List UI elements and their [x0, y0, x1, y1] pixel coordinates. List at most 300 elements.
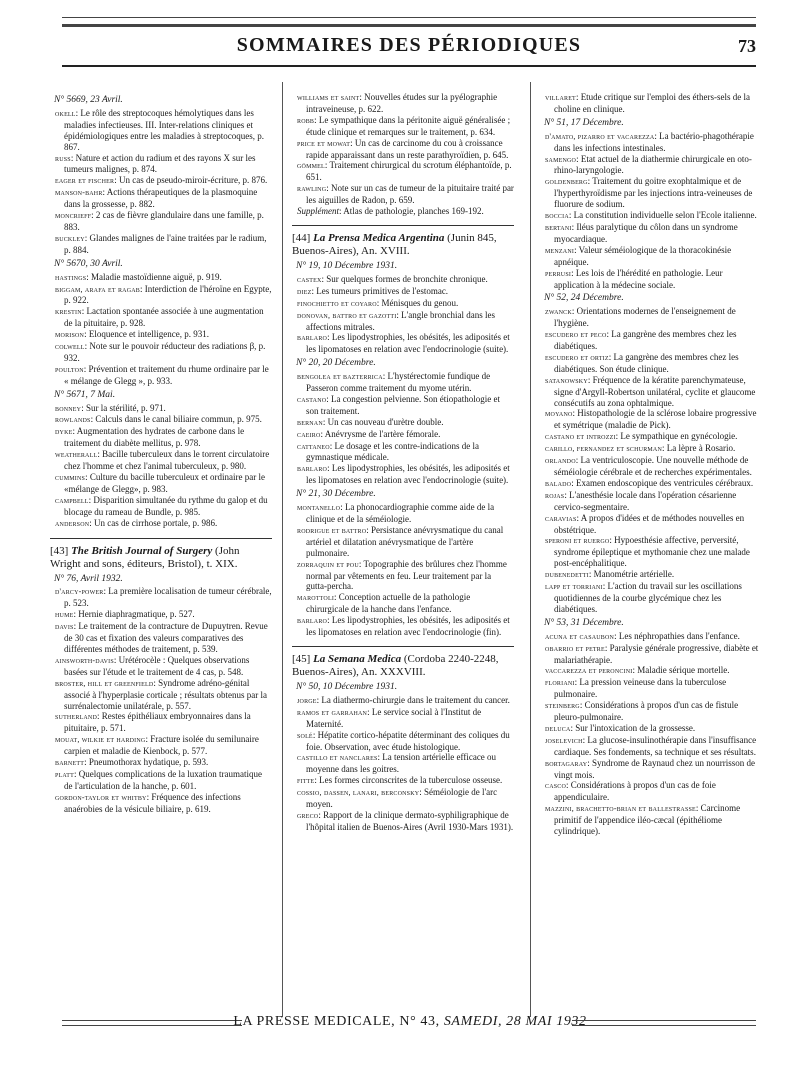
article-title: : Traitement chirurgical du scrotum éléphantoïde, p. 651. [306, 160, 512, 183]
issue-heading: N° 50, 10 Décembre 1931. [296, 681, 398, 692]
article-entry [50, 272, 272, 284]
article-entry [540, 513, 762, 536]
article-author: escudero et ortiz [545, 352, 609, 362]
issue-heading: N° 51, 17 Décembre. [544, 117, 624, 128]
article-author: biggam, arafa et ragab [55, 284, 140, 294]
article-title: : Topographie des brûlures chez l'homme normal par vêtements en feu. Leur traitement par la gutta-percha. [306, 558, 507, 592]
article-author: escudero et peco [545, 330, 607, 340]
article-author: weatherall [55, 450, 98, 460]
article-entry [50, 284, 272, 307]
journal-heading [292, 232, 514, 258]
article-entry [540, 700, 762, 723]
article-author: caravias [545, 513, 577, 523]
article-title: : Glandes malignes de l'aine traitées par le radium, p. 884. [64, 232, 267, 255]
article-author: moyano [545, 409, 573, 419]
article-author: barlaro [297, 333, 328, 343]
article-title: : Les tumeurs primitives de l'estomac. [311, 285, 449, 296]
article-author: platt [55, 769, 74, 779]
article-entry [292, 502, 514, 525]
article-author: satanowsky [545, 375, 588, 385]
article-entry [292, 298, 514, 310]
article-author: joselevich [545, 735, 583, 745]
article-entry [540, 408, 762, 431]
article-title: : Calculs dans le canal biliaire commun, p. 975. [90, 414, 262, 425]
article-author: balado [545, 478, 572, 488]
article-title: : Ménisques du genou. [376, 297, 459, 308]
article-entry [292, 592, 514, 615]
article-entry [540, 222, 762, 245]
article-author: castano et introzzi [545, 432, 616, 442]
article-author: d'amato, pizarro et vacarezza [545, 131, 655, 141]
article-title: : Anévrysme de l'artère fémorale. [320, 428, 441, 439]
article-title: : Rapport de la clinique dermato-syphiligraphique de l'hôpital italien de Buenos-Aires (Avril 1930-Mars 1931). [306, 809, 514, 832]
article-author: marottoli [297, 593, 335, 603]
article-title: : Bacille tuberculeux dans le torrent circulatoire chez l'homme et chez l'animal tuberculeux, p. 980. [64, 449, 270, 472]
article-entry [540, 92, 762, 115]
article-author: buckley [55, 233, 85, 243]
article-author: villaret [545, 93, 576, 102]
article-author: hastings [55, 272, 87, 282]
article-author: campbell [55, 495, 89, 505]
article-author: rodrigue et battro [297, 525, 367, 535]
article-title: : Hypoesthésie affective, perversité, syndrome épileptique et mythomanie chez une malade post-encéphalitique. [554, 535, 750, 569]
article-title: : La gangrène des membres chez les diabétiques. Son étude clinique. [554, 351, 739, 374]
article-author: robb [297, 115, 315, 125]
article-title: : La tension artérielle efficace ou moyenne dans les goitres. [306, 752, 497, 775]
article-author: dyke [55, 427, 73, 437]
article-author: gordon-taylor et whitby [55, 792, 147, 802]
article-entry [292, 160, 514, 183]
article-author: greco [297, 810, 319, 820]
article-entry [50, 108, 272, 153]
article-author: broster, hill et greenfield [55, 678, 154, 688]
article-title: : Nouvelles études sur la pyélographie intraveineuse, p. 622. [306, 92, 498, 114]
article-author: castex [297, 274, 322, 284]
article-entry [50, 711, 272, 734]
article-title: : L'hystérectomie fundique de Passeron comme traitement du myome utérin. [306, 371, 491, 394]
footer-number: N° 43, [399, 1014, 440, 1029]
article-author: sutherland [55, 712, 97, 722]
article-title: : Sur la stérilité, p. 971. [81, 402, 166, 413]
article-author: fitte [297, 776, 315, 786]
article-author: manson-bahr [55, 188, 103, 198]
article-entry [292, 810, 514, 833]
article-entry [540, 431, 762, 443]
article-title: : Valeur séméiologique de la thoracokinésie apnéique. [554, 244, 732, 267]
article-author: d'arcy-power [55, 587, 104, 597]
journal-separator [292, 225, 514, 226]
article-author: zwanck [545, 307, 572, 317]
article-author: bortagaray [545, 758, 588, 768]
article-title: : Actions thérapeutiques de la plasmoquine dans la grossesse, p. 882. [64, 187, 258, 210]
article-entry [50, 153, 272, 176]
header-rule [62, 65, 756, 67]
article-author: acuna et casaubon [545, 631, 615, 641]
article-entry [540, 375, 762, 409]
article-entry [292, 417, 514, 429]
article-title: : Fréquence des infections anaérobies de la vésicule biliaire, p. 619. [64, 791, 241, 814]
article-title: : L'action du travail sur les oscillations quotidiennes de la courbe glycémique chez les diabétiques. [554, 581, 742, 614]
article-title: : Examen endoscopique des ventricules cérébraux. [571, 477, 754, 488]
article-author: mouat, wilkie et harding [55, 735, 146, 745]
article-author: barlaro [297, 464, 328, 474]
article-title: : La première localisation de tumeur cérébrale, p. 523. [64, 586, 272, 609]
supplement-text: : Atlas de pathologie, planches 169-192. [339, 206, 484, 217]
article-title: : L'anesthésie locale dans l'opération césarienne cervico-segmentaire. [554, 489, 737, 512]
article-entry [50, 472, 272, 495]
article-title: : Iléus paralytique du côlon dans un syndrome myocardiaque. [554, 221, 738, 244]
article-title: : Etat actuel de la diathermie chirurgicale en oto-rhino-laryngologie. [554, 153, 752, 176]
supplement-label: Supplément [297, 206, 339, 217]
article-author: hume [55, 610, 74, 620]
issue-heading: N° 52, 24 Décembre. [544, 293, 624, 304]
article-title: : La constitution individuelle selon l'Ecole italienne. [568, 210, 757, 221]
article-title: : Les formes circonscrites de la tuberculose osseuse. [314, 775, 503, 786]
article-author: zorraquin et pou [297, 559, 359, 569]
article-title: : La congestion pelvienne. Son étiopathologie et son traitement. [306, 393, 500, 416]
article-entry [292, 310, 514, 333]
column-1 [50, 92, 272, 815]
article-entry [50, 655, 272, 678]
article-entry [540, 581, 762, 615]
article-title: : 2 cas de fièvre glandulaire dans une famille, p. 883. [64, 210, 264, 232]
article-entry [50, 210, 272, 233]
article-entry [540, 758, 762, 781]
article-entry [540, 780, 762, 803]
article-author: caeiro [297, 429, 321, 439]
article-entry [292, 707, 514, 730]
article-entry [50, 678, 272, 712]
journal-details: (Cordoba 2240-2248, Buenos-Aires), An. XXXVIII. [292, 652, 499, 678]
issue-heading: N° 20, 20 Décembre. [296, 358, 376, 369]
article-entry [292, 441, 514, 464]
article-title: : Les lipodystrophies, les obésités, les adiposités et les lipomatoses en relation avec l'endocrinologie (suite). [306, 332, 510, 355]
article-author: moncrieff [55, 211, 92, 221]
article-author: anderson [55, 518, 90, 528]
article-title: : Un cas de cirrhose portale, p. 986. [89, 517, 218, 528]
article-entry [292, 274, 514, 286]
article-author: eager et fischer [55, 176, 115, 186]
article-entry [292, 730, 514, 753]
article-author: floriani [545, 678, 575, 688]
article-author: bernan [297, 417, 323, 427]
article-title: : Le dosage et les contre-indications de la gymnastique médicale. [306, 440, 479, 463]
article-entry [50, 175, 272, 187]
article-title: : Augmentation des hydrates de carbone dans le traitement du diabète mellitus, p. 978. [64, 426, 245, 449]
article-title: : Les lipodystrophies, les obésités, les adiposités et les lipomatoses en relation avec l'endocrinologie (fin). [306, 615, 510, 638]
article-entry [540, 535, 762, 569]
article-title: : Un cas de pseudo-miroir-écriture, p. 876. [114, 175, 268, 186]
article-title: : La bactério-phagothérapie dans les infections intestinales. [554, 130, 754, 153]
article-author: jorge [297, 695, 317, 705]
article-entry [540, 490, 762, 513]
article-entry [292, 138, 514, 161]
article-title: : Maladie sérique mortelle. [632, 665, 730, 676]
journal-title: La Semana Medica [313, 652, 402, 665]
article-title: : Pneumothorax hydatique, p. 593. [84, 757, 209, 768]
article-author: perrusi [545, 268, 572, 278]
article-title: : Disparition simultanée du rythme du galop et du blocage du rameau de Bundle, p. 985. [64, 494, 268, 517]
article-author: russ [55, 153, 71, 163]
article-entry [50, 757, 272, 769]
article-entry [50, 364, 272, 387]
article-author: gömmel [297, 161, 325, 171]
article-entry [540, 154, 762, 177]
article-title: : Restes épithéliaux embryonnaires dans la pituitaire, p. 571. [64, 711, 251, 734]
article-entry [540, 735, 762, 758]
article-author: carillo, fernandez et schurman [545, 444, 663, 454]
issue-heading: N° 21, 30 Décembre. [296, 489, 376, 500]
article-entry [292, 371, 514, 394]
article-entry [292, 775, 514, 787]
article-entry [540, 631, 762, 643]
article-entry [50, 403, 272, 415]
article-entry [292, 752, 514, 775]
article-title: : Note sur un cas de tumeur de la pituitaire traité par les aiguilles de Radon, p. 659. [306, 183, 514, 206]
article-entry [540, 643, 762, 666]
article-entry [292, 525, 514, 559]
top-border-rule [62, 17, 756, 27]
article-title: : Le traitement de la contracture de Dupuytren. Revue de 30 cas et fixation des valeurs comparatives des différentes méthodes de traitement, p. 539. [64, 621, 268, 654]
article-entry [50, 495, 272, 518]
article-author: cattaneo [297, 441, 330, 451]
footer-journal: LA PRESSE MEDICALE, [233, 1014, 396, 1029]
article-author: casco [545, 781, 567, 791]
article-entry [50, 518, 272, 530]
issue-heading: N° 53, 31 Décembre. [544, 617, 624, 628]
article-title: : Les lois de l'hérédité en pathologie. Leur application à la médecine sociale. [554, 267, 723, 290]
article-title: : Le sympathique dans la péritonite aiguë généralisée ; étude clinique et remarques sur le traitement, p. 634. [306, 114, 511, 137]
article-entry [50, 621, 272, 655]
article-entry [540, 210, 762, 222]
article-author: samengo [545, 154, 577, 164]
article-title: : Conception actuelle de la pathologie chirurgicale de la hanche dans l'enfance. [306, 592, 471, 615]
issue-heading: N° 5671, 7 Mai. [54, 389, 116, 400]
article-entry [50, 586, 272, 609]
article-author: montanello [297, 503, 341, 513]
journal-details: (Junin 845, Buenos-Aires), An. XVIII. [292, 231, 497, 257]
article-title: : Interdiction de l'héroïne en Egypte, p. 922. [64, 283, 272, 306]
article-entry [540, 478, 762, 490]
article-entry [50, 341, 272, 364]
issue-heading: N° 5670, 30 Avril. [54, 258, 123, 269]
issue-heading: N° 5669, 23 Avril. [54, 95, 123, 105]
article-entry [540, 329, 762, 352]
journal-heading [50, 545, 272, 571]
article-author: obarrio et petre [545, 643, 605, 653]
article-title: : Les néphropathies dans l'enfance. [614, 630, 740, 641]
article-entry [540, 352, 762, 375]
article-author: williams et saint [297, 93, 360, 102]
article-entry [50, 329, 272, 341]
article-author: menzani [545, 245, 575, 255]
article-author: speroni et ruergo [545, 536, 610, 546]
article-title: : Lactation spontanée associée à une augmentation de la pituitaire, p. 928. [64, 306, 264, 329]
article-title: : Fracture isolée du semilunaire carpien et maladie de Kienbock, p. 577. [64, 734, 259, 757]
article-entry [50, 187, 272, 210]
article-author: castillo et nanclares [297, 753, 378, 763]
article-author: price et mowat [297, 138, 351, 148]
article-title: : Hépatite cortico-hépatite déterminant des coliques du foie. Observation, avec étude histologique. [306, 729, 510, 752]
article-title: : Persistance anévrysmatique du canal artériel et dilatation anévrysmatique de l'artère pulmonaire. [306, 524, 504, 558]
article-entry [50, 414, 272, 426]
article-title: : Traitement du goitre exophtalmique et de l'hyperthyroïdisme par les injections intra-veineuses de fluorure de sodium. [554, 176, 753, 210]
issue-heading: N° 76, Avril 1932. [54, 573, 123, 584]
footer-date: SAMEDI, 28 MAI 1932 [443, 1014, 587, 1029]
article-entry [292, 559, 514, 593]
article-entry [292, 394, 514, 417]
article-entry [540, 569, 762, 581]
article-title: : Syndrome adréno-génital associé à l'hyperplasie corticale ; résultats obtenus par la surrénalectomie unilatérale, p. 557. [64, 677, 268, 711]
journal-separator [50, 538, 272, 539]
article-author: rojas [545, 490, 565, 500]
article-entry [540, 455, 762, 478]
article-entry [540, 677, 762, 700]
article-title: : La lèpre à Rosario. [662, 443, 736, 454]
article-entry [292, 695, 514, 707]
article-author: donovan, battro et gazotti [297, 310, 397, 320]
article-entry [292, 615, 514, 638]
article-author: bertani [545, 222, 572, 232]
article-author: rawling [297, 184, 327, 194]
article-entry [292, 463, 514, 486]
article-title: : Séméiologie de l'arc moyen. [306, 787, 498, 810]
journal-title: La Prensa Medica Argentina [313, 231, 445, 244]
article-title: : Manométrie artérielle. [588, 569, 675, 580]
article-entry [50, 233, 272, 256]
footer-rule-right [572, 1020, 756, 1026]
article-title: : La diathermo-chirurgie dans le traitement du cancer. [316, 694, 510, 705]
article-author: barlaro [297, 616, 328, 626]
article-entry [292, 332, 514, 355]
article-title: : Orientations modernes de l'enseignement de l'hygiène. [554, 306, 736, 329]
journal-number: [43] [50, 544, 72, 557]
article-author: okell [55, 108, 76, 118]
article-author: boccia [545, 211, 569, 221]
article-entry [50, 609, 272, 621]
article-title: : Histopathologie de la sclérose lobaire progressive et symétrique (maladie de Pick). [554, 408, 757, 431]
column-2 [292, 92, 514, 833]
article-entry [50, 792, 272, 815]
article-entry [540, 803, 762, 837]
page-number: 73 [738, 36, 756, 56]
article-author: morison [55, 330, 85, 340]
article-entry [50, 734, 272, 757]
article-title: : Etude critique sur l'emploi des éthers-sels de la choline en clinique. [554, 92, 751, 114]
article-title: : Carcinome primitif de l'appendice iléo-cæcal (épithéliome cylindrique). [554, 803, 741, 837]
article-title: : Prévention et traitement du rhume ordinaire par le « mélange de Glegg », p. 933. [64, 363, 269, 386]
article-author: colwell [55, 342, 85, 352]
article-title: : Le sympathique en gynécologie. [615, 431, 738, 442]
article-title: : Culture du bacille tuberculeux et ordinaire par le «mélange de Glegg», p. 983. [64, 472, 266, 494]
journal-title: The British Journal of Surgery [71, 544, 213, 557]
article-entry [292, 429, 514, 441]
article-author: cummins [55, 473, 86, 482]
column-3 [540, 92, 762, 837]
article-entry [540, 443, 762, 455]
article-entry [292, 286, 514, 298]
column-divider-left [282, 82, 283, 1017]
article-title: : La pression veineuse dans la tuberculose pulmonaire. [554, 677, 727, 700]
article-entry [292, 92, 514, 115]
article-author: lapp et torriani [545, 582, 603, 592]
article-entry [50, 769, 272, 792]
article-title: : Note sur le pouvoir réducteur des radiations β, p. 932. [64, 341, 266, 363]
article-author: barnett [55, 758, 85, 768]
journal-number: [44] [292, 231, 314, 244]
article-author: steinberg [545, 701, 580, 711]
article-entry [292, 183, 514, 206]
article-title: : Sur quelques formes de bronchite chronique. [321, 273, 488, 284]
article-title: : Sur l'intoxication de la grossesse. [570, 722, 696, 733]
article-title: : Maladie mastoïdienne aiguë, p. 919. [86, 271, 222, 282]
article-title: : L'angle bronchial dans les affections mitrales. [306, 309, 496, 332]
article-title: : Considérations à propos d'un cas de fistule pleuro-pulmonaire. [554, 700, 739, 723]
article-author: orlando [545, 456, 576, 466]
article-entry [540, 268, 762, 291]
page-footer [200, 1014, 620, 1030]
article-title: : Le rôle des streptocoques hémolytiques dans les maladies infectieuses. III. Inter-relations cliniques et épidémiologiques entre les maladies à streptocoques, p. 867. [64, 107, 264, 152]
article-author: vaccarezza et peroncini [545, 666, 633, 676]
article-title: : Un cas nouveau d'urètre double. [322, 416, 444, 427]
article-entry [50, 449, 272, 472]
article-author: dubenedetti [545, 570, 589, 580]
journal-heading [292, 653, 514, 679]
article-author: rowlands [55, 415, 91, 425]
article-entry [540, 131, 762, 154]
article-title: : Syndrome de Raynaud chez un nourrisson de vingt mois. [554, 757, 755, 780]
article-author: poulton [55, 364, 84, 374]
article-title: : La gangrène des membres chez les diabétiques. [554, 329, 737, 352]
article-title: : Quelques complications de la luxation traumatique de l'articulation de la hanche, p. 601. [64, 768, 262, 791]
article-author: diez [297, 286, 312, 296]
article-author: mazzini, brachetto-brian et ballestrasse [545, 804, 696, 814]
article-title: : Urétérocèle : Quelques observations basées sur l'étude et le traitement de 4 cas, p. 548. [64, 654, 250, 677]
article-author: ainsworth-davis [55, 655, 114, 665]
article-title: : Les lipodystrophies, les obésités, les adiposités et les lipomatoses en relation avec l'endocrinologie (suite). [306, 463, 510, 486]
article-entry [292, 787, 514, 810]
article-entry [540, 176, 762, 210]
article-title: : La glucose-insulinothérapie dans l'insuffisance cardiaque. Ses fondements, sa technique et ses résultats. [554, 734, 757, 757]
article-title: : Eloquence et intelligence, p. 931. [84, 329, 210, 340]
journal-details: (John Wright and sons, éditeurs, Bristol), t. XIX. [50, 544, 240, 570]
article-title: : Un cas de carcinome du cou à croissance rapide apparaissant dans un reste parathyroïdien, p. 645. [306, 137, 509, 160]
article-title: : Considérations à propos d'un cas de foie appendiculaire. [554, 780, 716, 803]
article-author: bonney [55, 403, 82, 413]
article-author: deluca [545, 723, 571, 733]
column-divider-right [530, 82, 531, 1017]
article-author: castano [297, 394, 327, 404]
article-entry [292, 115, 514, 138]
article-entry [540, 665, 762, 677]
article-title: : Paralysie générale progressive, diabète et malariathérapie. [554, 642, 759, 665]
article-author: solé [297, 730, 313, 740]
article-entry [50, 306, 272, 329]
article-title: : Le service social à l'Institut de Maternité. [306, 706, 482, 729]
article-author: finochietto et coyaro [297, 298, 377, 308]
article-author: bengolea et bazterrica [297, 372, 383, 382]
article-author: krestin [55, 307, 82, 317]
article-author: cossio, dassen, lanari, berconsky [297, 788, 420, 798]
article-entry [540, 245, 762, 268]
article-title: : La ventriculoscopie. Une nouvelle méthode de séméiologie cérébrale et de recherches expérimentales. [554, 455, 752, 477]
article-entry [540, 723, 762, 735]
article-title: : Hernie diaphragmatique, p. 527. [73, 609, 195, 620]
article-author: goldenberg [545, 177, 588, 187]
journal-separator [292, 646, 514, 647]
article-author: ramos et garrahan [297, 707, 368, 717]
issue-heading: N° 19, 10 Décembre 1931. [296, 260, 398, 271]
